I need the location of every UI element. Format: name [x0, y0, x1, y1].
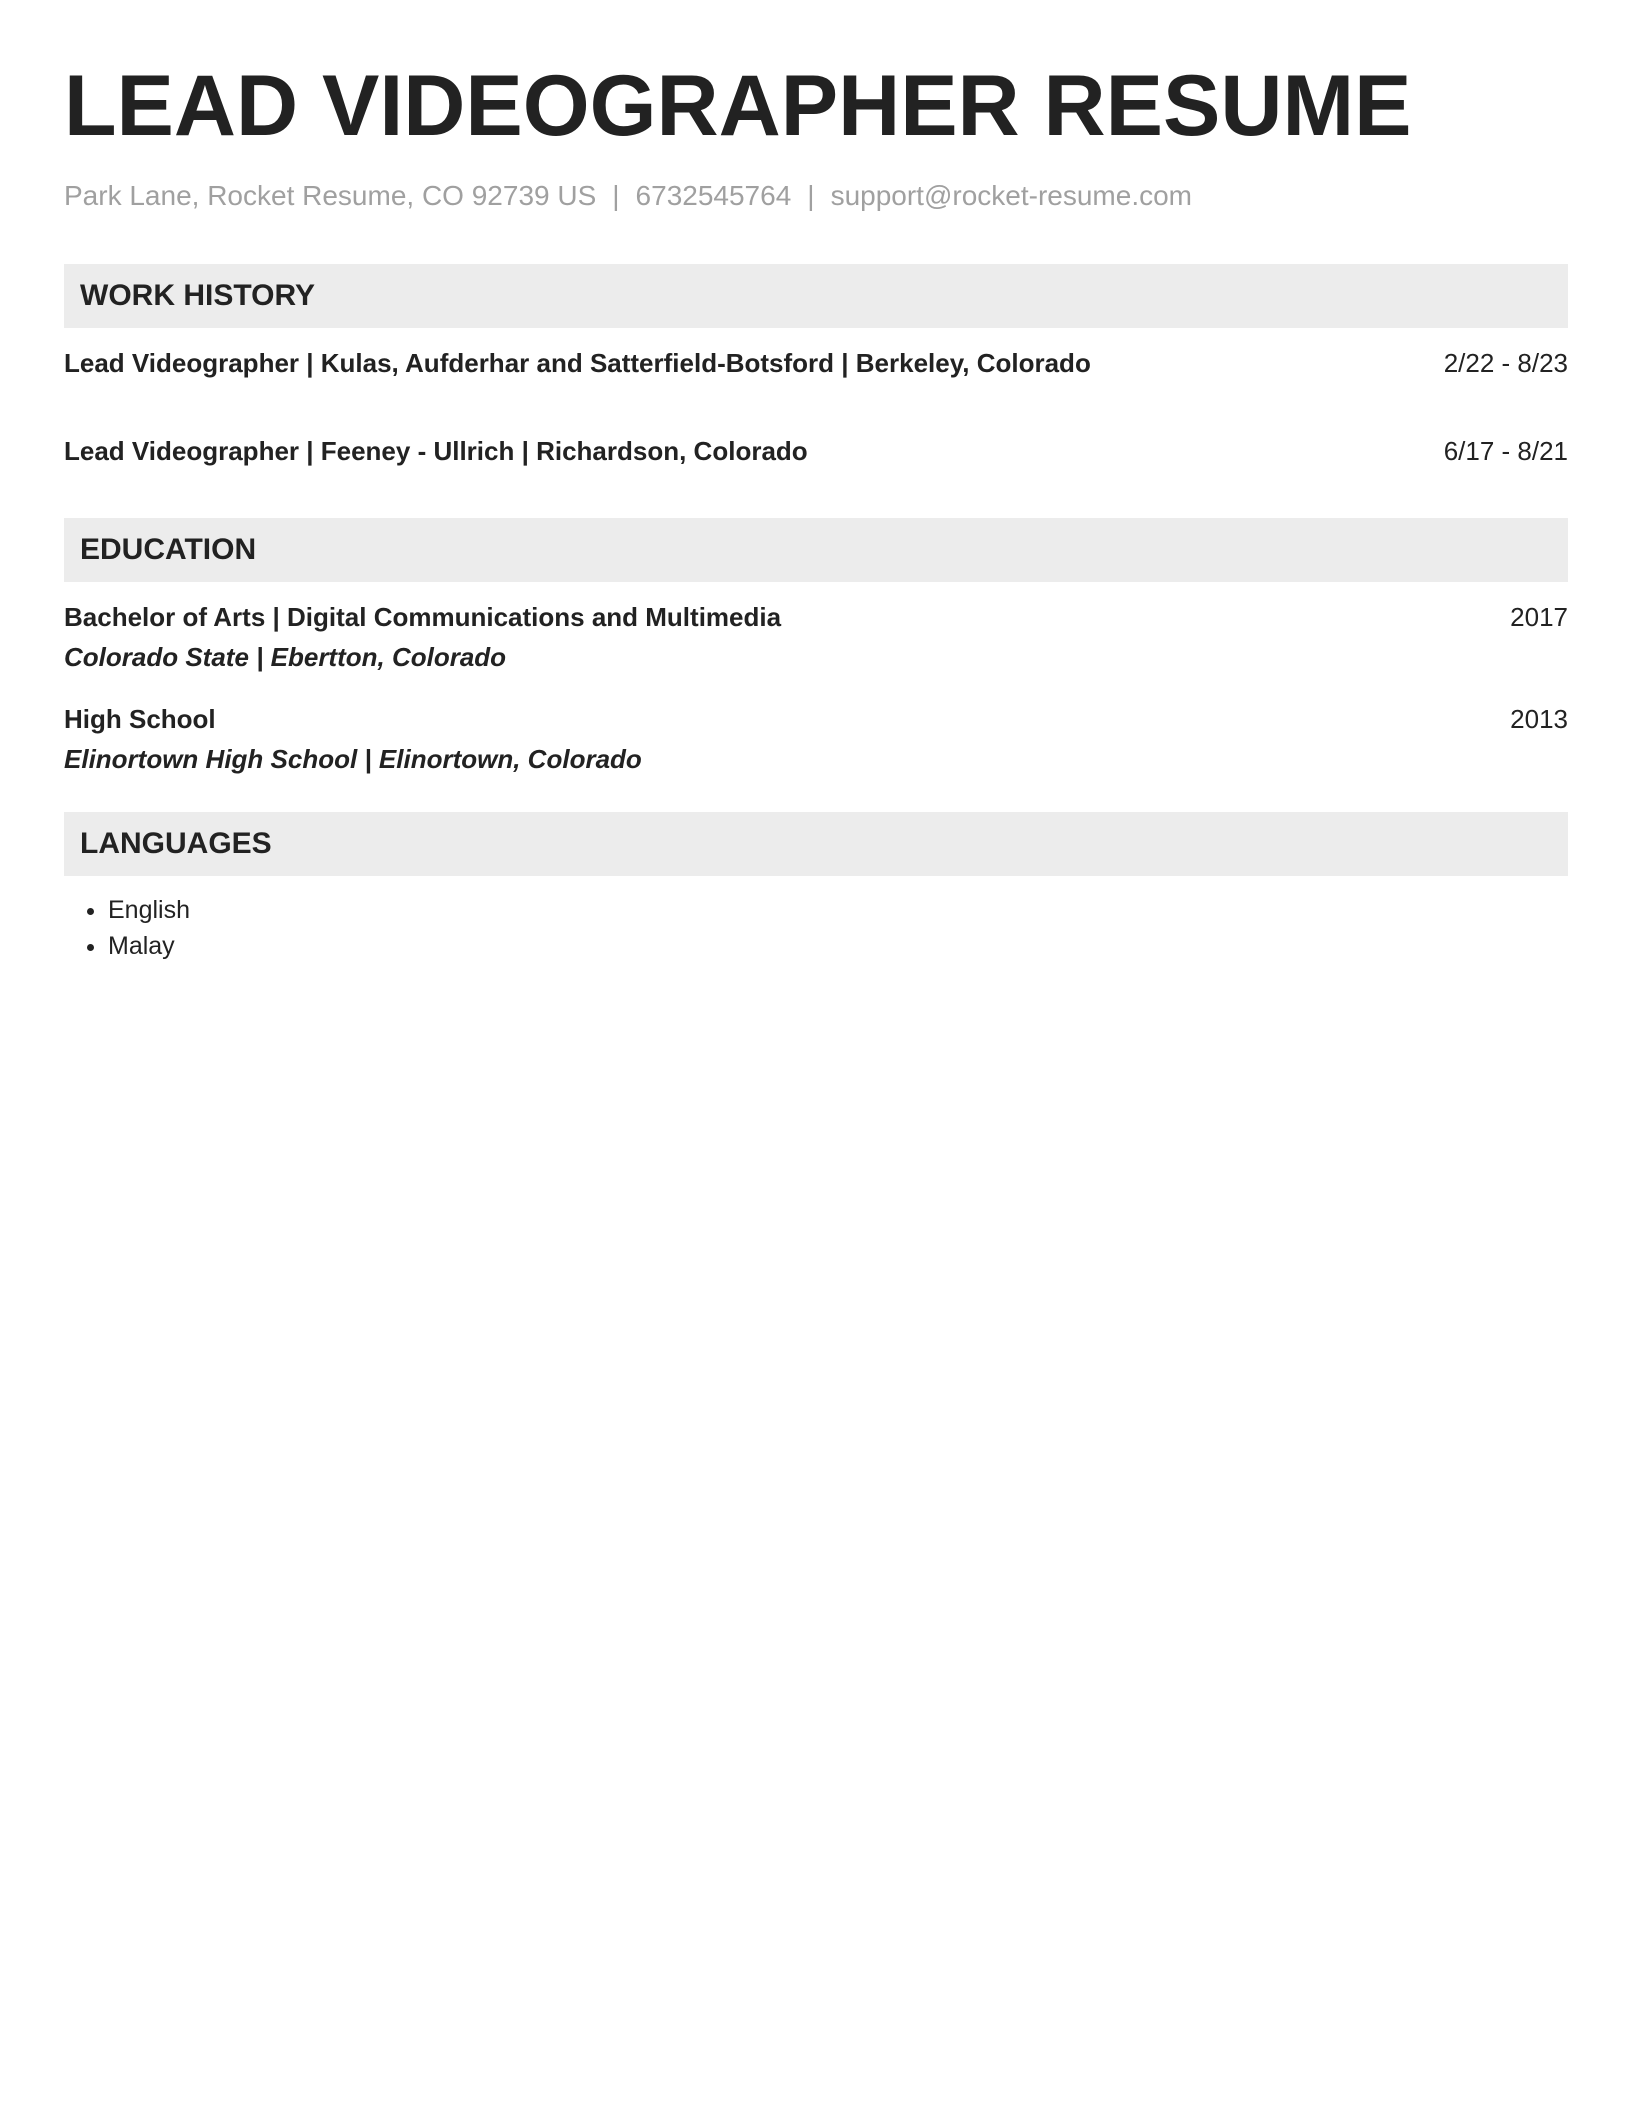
language-item: • English — [108, 892, 1568, 928]
education-school: Colorado State | Ebertton, Colorado — [64, 642, 507, 672]
education-year: 2017 — [1510, 602, 1568, 632]
job-dates: 6/17 - 8/21 — [1443, 436, 1568, 466]
contact-phone: 6732545764 — [635, 180, 792, 211]
job-title-line: Lead Videographer | Kulas, Aufderhar and Satterfield-Botsford | Berkeley, Colorado — [64, 348, 1091, 378]
contact-separator: | — [807, 180, 815, 211]
education-degree: Bachelor of Arts | Digital Communications and Multimedia — [64, 602, 782, 632]
education-degree: High School — [64, 704, 216, 734]
languages-list — [64, 892, 1568, 964]
education-entry — [64, 600, 1568, 674]
contact-address: Park Lane, Rocket Resume, CO 92739 US — [64, 180, 597, 211]
education-year: 2013 — [1510, 704, 1568, 734]
job-title-line: Lead Videographer | Feeney - Ullrich | Richardson, Colorado — [64, 436, 808, 466]
resume-title: LEAD VIDEOGRAPHER RESUME — [64, 58, 1412, 154]
languages-heading: LANGUAGES — [64, 812, 1568, 876]
language-item: • Malay — [108, 928, 1568, 964]
job-entry — [64, 346, 1568, 380]
education-school: Elinortown High School | Elinortown, Colorado — [64, 744, 642, 774]
contact-line — [64, 178, 1568, 214]
work-history-heading: WORK HISTORY — [64, 264, 1568, 328]
education-heading: EDUCATION — [64, 518, 1568, 582]
contact-separator: | — [612, 180, 620, 211]
job-entry — [64, 434, 1568, 468]
contact-email: support@rocket-resume.com — [830, 180, 1192, 211]
education-entry — [64, 702, 1568, 776]
job-dates: 2/22 - 8/23 — [1443, 348, 1568, 378]
